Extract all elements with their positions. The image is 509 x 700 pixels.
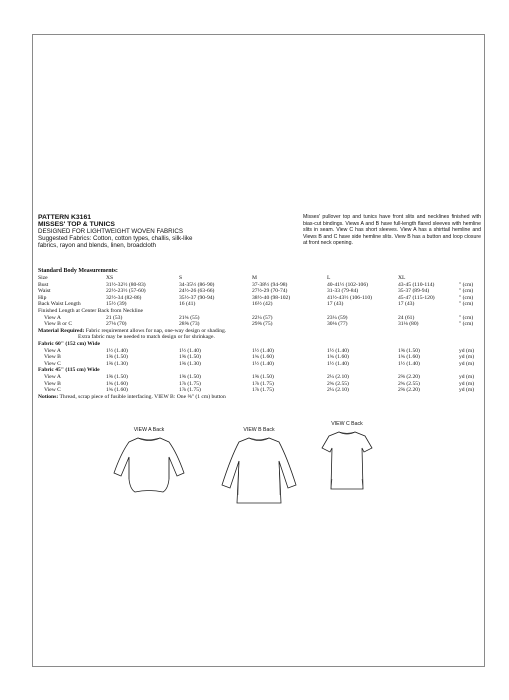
unit-cell: yd (m) bbox=[459, 360, 475, 367]
unit-cell: yd (m) bbox=[459, 373, 475, 380]
cell: 22¼ (57) bbox=[252, 314, 273, 321]
row-label: View B bbox=[44, 354, 61, 361]
cell: 1⅝ (1.50) bbox=[179, 373, 201, 380]
unit-cell: yd (m) bbox=[459, 347, 475, 354]
cell: 1⅞ (1.75) bbox=[179, 387, 201, 394]
size-m-header: M bbox=[252, 275, 257, 281]
pattern-title: MISSES' TOP & TUNICS bbox=[38, 221, 115, 228]
cell: 1⅜ (1.30) bbox=[179, 360, 201, 367]
row-label: View A bbox=[44, 314, 61, 321]
unit-header bbox=[459, 275, 479, 282]
cell: 21¾ (55) bbox=[179, 314, 200, 321]
unit-cell: yd (m) bbox=[459, 380, 475, 387]
row-label: Bust bbox=[38, 281, 49, 288]
view-c-tunic-drawing bbox=[319, 429, 375, 495]
cell: 1¾ (1.60) bbox=[398, 354, 420, 361]
cell: 31-33 (79-84) bbox=[327, 288, 359, 295]
cell: 2¼ (2.10) bbox=[327, 387, 349, 394]
cell: 35-37 (89-94) bbox=[398, 288, 430, 295]
cell: 40-41½ (102-106) bbox=[327, 281, 369, 288]
row-label: Waist bbox=[38, 288, 51, 295]
cell: 2¼ (2.10) bbox=[327, 373, 349, 380]
unit-cell: " (cm) bbox=[459, 281, 474, 288]
suggested-fabrics-line-2: fabrics, rayon and blends, linen, broadcloth bbox=[38, 242, 156, 249]
unit-cell: yd (m) bbox=[459, 387, 475, 394]
suggested-fabrics-line-1: Suggested Fabrics: Cotton, cotton types, challis, silk-like bbox=[38, 235, 193, 242]
size-l-header: L bbox=[327, 275, 331, 281]
cell: 1¾ (1.60) bbox=[106, 380, 128, 387]
cell: 41½-43½ (106-110) bbox=[327, 294, 373, 301]
pattern-description: Misses' pullover top and tunics have front slits and necklines finished with bias-cut bindings. Views A and B have full-length flared sleeves with hemline slits in seam. View C has short sleeves. View A has a shirttail hemline and Views B and C have side hemline slits. View B has a button and loop closure at front neck opening. bbox=[303, 214, 481, 246]
pattern-header bbox=[38, 214, 278, 249]
cell: 27⅛ (70) bbox=[106, 321, 127, 328]
row-label: View A bbox=[44, 347, 61, 354]
cell: 1½ (1.40) bbox=[327, 347, 349, 354]
back-views bbox=[33, 421, 486, 537]
cell: 1½ (1.40) bbox=[252, 347, 274, 354]
view-a-back bbox=[111, 427, 187, 497]
table-row bbox=[38, 282, 481, 289]
table-row bbox=[38, 387, 481, 394]
view-a-top-drawing bbox=[111, 435, 187, 497]
table-row bbox=[38, 374, 481, 381]
cell: 2⅜ (2.20) bbox=[398, 387, 420, 394]
view-c-back bbox=[319, 421, 375, 495]
view-b-label: VIEW B Back bbox=[243, 427, 275, 433]
table-row bbox=[38, 381, 481, 388]
cell: 22½-23½ (57-60) bbox=[106, 288, 146, 295]
pattern-number: PATTERN K3161 bbox=[38, 214, 92, 221]
cell: 1⅝ (1.50) bbox=[252, 373, 274, 380]
cell: 34-35½ (86-90) bbox=[179, 281, 215, 288]
pattern-subtitle: DESIGNED FOR LIGHTWEIGHT WOVEN FABRICS bbox=[38, 228, 183, 235]
cell: 1⅜ (1.30) bbox=[106, 360, 128, 367]
view-b-tunic-drawing bbox=[219, 435, 299, 509]
material-text-2: Extra fabric may be needed to match design or for shrinkage. bbox=[78, 334, 215, 341]
fabric-45-title: Fabric 45" (115 cm) Wide bbox=[38, 367, 100, 374]
unit-cell: " (cm) bbox=[459, 294, 474, 301]
cell: 1½ (1.40) bbox=[252, 360, 274, 367]
notions-text: Thread, scrap piece of fusible interfacing. VIEW B: One ⅝" (1 cm) button bbox=[59, 393, 226, 400]
row-label: View B or C bbox=[44, 321, 73, 328]
table-row bbox=[38, 295, 481, 302]
cell: 23¼ (59) bbox=[327, 314, 348, 321]
size-s-header: S bbox=[179, 275, 183, 281]
cell: 16 (41) bbox=[179, 301, 196, 308]
table-row bbox=[38, 361, 481, 368]
cell: 31½-32½ (80-83) bbox=[106, 281, 146, 288]
cell: 16½ (42) bbox=[252, 301, 273, 308]
cell: 1¾ (1.60) bbox=[106, 387, 128, 394]
cell: 1½ (1.40) bbox=[179, 347, 201, 354]
row-label: View C bbox=[44, 360, 61, 367]
table-row bbox=[38, 354, 481, 361]
measurement-chart bbox=[38, 268, 481, 400]
fabric-60-title: Fabric 60" (152 cm) Wide bbox=[38, 340, 100, 347]
cell: 1⅝ (1.50) bbox=[106, 373, 128, 380]
cell: 31⅛ (80) bbox=[398, 321, 419, 328]
table-row bbox=[38, 321, 481, 328]
cell: 1¾ (1.60) bbox=[327, 354, 349, 361]
cell: 43-45 (110-114) bbox=[398, 281, 435, 288]
unit-cell: " (cm) bbox=[459, 314, 474, 321]
material-label: Material Required: bbox=[38, 327, 85, 334]
cell: 24½-26 (63-66) bbox=[179, 288, 215, 295]
cell: 24 (61) bbox=[398, 314, 415, 321]
unit-cell: yd (m) bbox=[459, 354, 475, 361]
row-label: View A bbox=[44, 373, 61, 380]
row-label: Back Waist Length bbox=[38, 301, 81, 308]
size-header-label: Size bbox=[38, 275, 48, 281]
cell: 29⅝ (75) bbox=[252, 321, 273, 328]
cell: 17 (43) bbox=[398, 301, 415, 308]
row-label: View C bbox=[44, 387, 61, 394]
cell: 1⅞ (1.75) bbox=[252, 387, 274, 394]
cell: 1¾ (1.60) bbox=[252, 354, 274, 361]
cell: 27½-29 (70-74) bbox=[252, 288, 288, 295]
cell: 1⅝ (1.50) bbox=[106, 354, 128, 361]
cell: 30⅛ (77) bbox=[327, 321, 348, 328]
pattern-envelope-back bbox=[32, 34, 485, 667]
material-text-1: Fabric requirement allows for nap, one-way design or shading. bbox=[85, 327, 227, 334]
row-label: Hip bbox=[38, 294, 47, 301]
view-b-back bbox=[219, 427, 299, 509]
cell: 45-47 (115-120) bbox=[398, 294, 435, 301]
table-row bbox=[38, 288, 481, 295]
cell: 1⅞ (1.75) bbox=[252, 380, 274, 387]
cell: 1⅞ (1.75) bbox=[179, 380, 201, 387]
table-row bbox=[38, 315, 481, 322]
cell: 2⅜ (2.20) bbox=[398, 373, 420, 380]
table-row bbox=[38, 301, 481, 308]
view-a-label: VIEW A Back bbox=[133, 427, 165, 433]
cell: 15½ (39) bbox=[106, 301, 127, 308]
cell: 37-38½ (94-98) bbox=[252, 281, 288, 288]
notions bbox=[38, 394, 481, 401]
cell: 2¾ (2.55) bbox=[327, 380, 349, 387]
cell: 21 (53) bbox=[106, 314, 123, 321]
row-label: View B bbox=[44, 380, 61, 387]
cell: 1½ (1.40) bbox=[106, 347, 128, 354]
cell: 35½-37 (90-94) bbox=[179, 294, 215, 301]
unit-cell: " (cm) bbox=[459, 288, 474, 295]
cell: 28⅝ (73) bbox=[179, 321, 200, 328]
cell: 17 (43) bbox=[327, 301, 344, 308]
material-required bbox=[38, 328, 481, 341]
table-row bbox=[38, 348, 481, 355]
notions-label: Notions: bbox=[38, 393, 59, 400]
size-xl-header: XL bbox=[398, 275, 406, 281]
cell: 2¾ (2.55) bbox=[398, 380, 420, 387]
unit-cell: " (cm) bbox=[459, 301, 474, 308]
finished-length-title: Finished Length at Center Back from Neckline bbox=[38, 307, 144, 314]
measurements-title: Standard Body Measurements: bbox=[38, 268, 118, 274]
view-c-label: VIEW C Back bbox=[331, 421, 363, 427]
size-header-row bbox=[38, 275, 481, 282]
cell: 1⅝ (1.50) bbox=[179, 354, 201, 361]
size-xs-header: XS bbox=[106, 275, 114, 281]
cell: 1⅝ (1.50) bbox=[398, 347, 420, 354]
cell: 38½-40 (98-102) bbox=[252, 294, 291, 301]
unit-cell: " (cm) bbox=[459, 321, 474, 328]
cell: 1½ (1.40) bbox=[398, 360, 420, 367]
cell: 32½-34 (82-86) bbox=[106, 294, 142, 301]
cell: 1½ (1.40) bbox=[327, 360, 349, 367]
